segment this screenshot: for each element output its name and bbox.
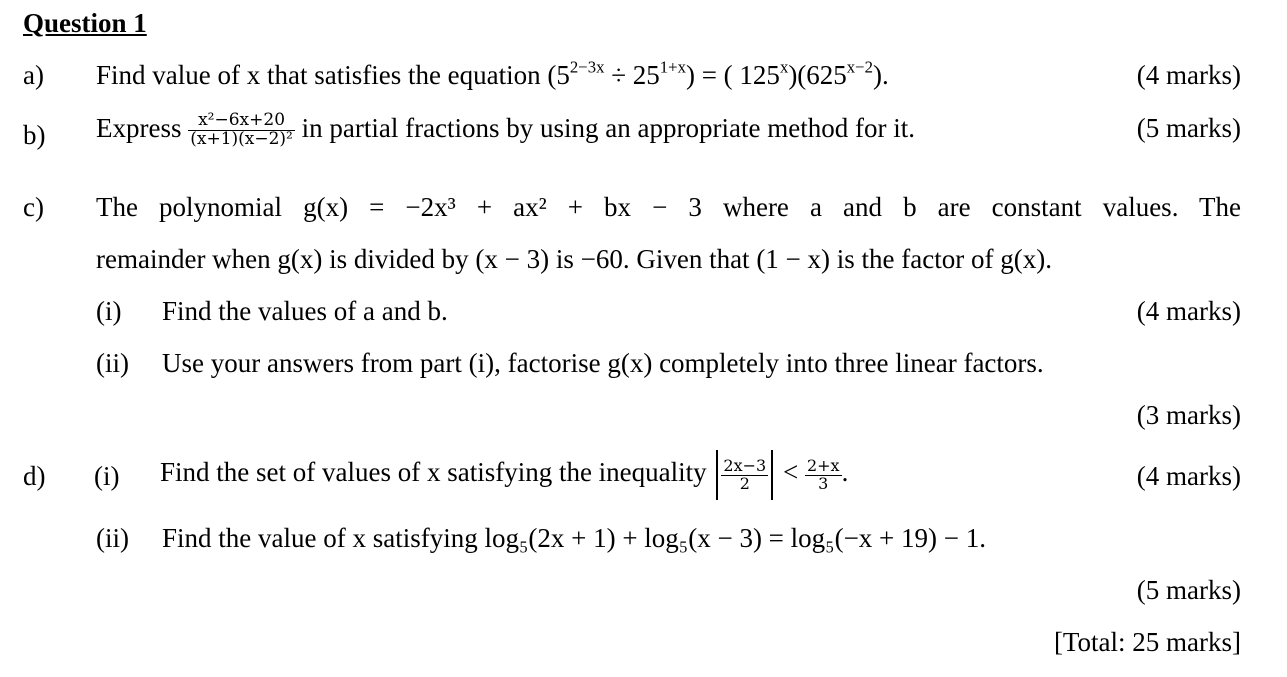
part-a-text: Find value of x that satisfies the equation (5	[96, 60, 570, 90]
inequality-fraction-left	[721, 455, 768, 493]
part-b-numerator: x²−6x+20	[188, 112, 295, 131]
part-b-denominator: (x+1)(x−2)²	[190, 129, 293, 150]
part-d-ii-marks: (5 marks)	[1136, 575, 1241, 605]
part-a-text-4: )(625	[788, 60, 847, 90]
inequality-fraction-right	[805, 455, 842, 493]
part-c-ii-text: Use your answers from part (i), factorise g(x) completely into three linear factors.	[162, 348, 1044, 378]
abs-bar-right	[771, 450, 773, 500]
part-c-line-2: remainder when g(x) is divided by (x − 3) is −60. Given that (1 − x) is the factor of g(x).	[96, 244, 1052, 274]
less-than-sign: <	[782, 457, 799, 488]
part-d-ii-text: Find the value of x satisfying log₅(2x + 1) + log₅(x − 3) = log₅(−x + 19) − 1.	[162, 523, 986, 553]
part-d-label: d)	[23, 461, 46, 491]
inequality-den-left: 2	[739, 473, 750, 493]
part-d-i-end: .	[841, 457, 849, 488]
inequality-num-left: 2x−3	[723, 455, 767, 475]
part-a-text-3: ) = ( 125	[685, 60, 780, 90]
part-d-i-question	[160, 450, 848, 500]
part-a-question	[96, 57, 889, 90]
part-c-ii-label: (ii)	[96, 348, 129, 378]
part-a-text-5: ).	[872, 60, 889, 90]
part-a-text-2: ÷ 25	[604, 60, 660, 90]
part-c-line-1: The polynomial g(x) = −2x³ + ax² + bx − 3 where a and b are constant values. The	[96, 192, 1241, 222]
part-b-label: b)	[23, 120, 46, 150]
question-title: Question 1	[23, 8, 147, 38]
part-b-question	[96, 112, 915, 149]
part-a-marks: (4 marks)	[1136, 60, 1241, 90]
part-a-label: a)	[23, 60, 44, 90]
inequality-den-right: 3	[818, 473, 829, 493]
part-c-label: c)	[23, 192, 44, 222]
part-d-ii-label: (ii)	[96, 523, 129, 553]
abs-bar-left	[716, 450, 718, 500]
part-c-i-text: Find the values of a and b.	[162, 296, 448, 326]
total-marks: [Total: 25 marks]	[1053, 627, 1241, 657]
part-b-fraction	[188, 112, 295, 149]
exp-3: x	[779, 57, 789, 77]
part-d-i-text: Find the set of values of x satisfying the inequality	[160, 457, 707, 488]
inequality-num-right: 2+x	[806, 455, 840, 475]
exp-1: 2−3x	[569, 57, 605, 77]
part-b-marks: (5 marks)	[1136, 113, 1241, 143]
part-b-express: Express	[96, 113, 182, 143]
part-c-ii-marks: (3 marks)	[1136, 400, 1241, 430]
part-c-i-marks: (4 marks)	[1136, 296, 1241, 326]
exp-2: 1+x	[659, 57, 686, 77]
part-c-i-label: (i)	[96, 296, 122, 326]
part-d-i-marks: (4 marks)	[1136, 461, 1241, 491]
part-b-rest: in partial fractions by using an appropriate method for it.	[301, 113, 915, 143]
exp-4: x−2	[846, 57, 873, 77]
part-d-i-label: (i)	[94, 461, 120, 491]
